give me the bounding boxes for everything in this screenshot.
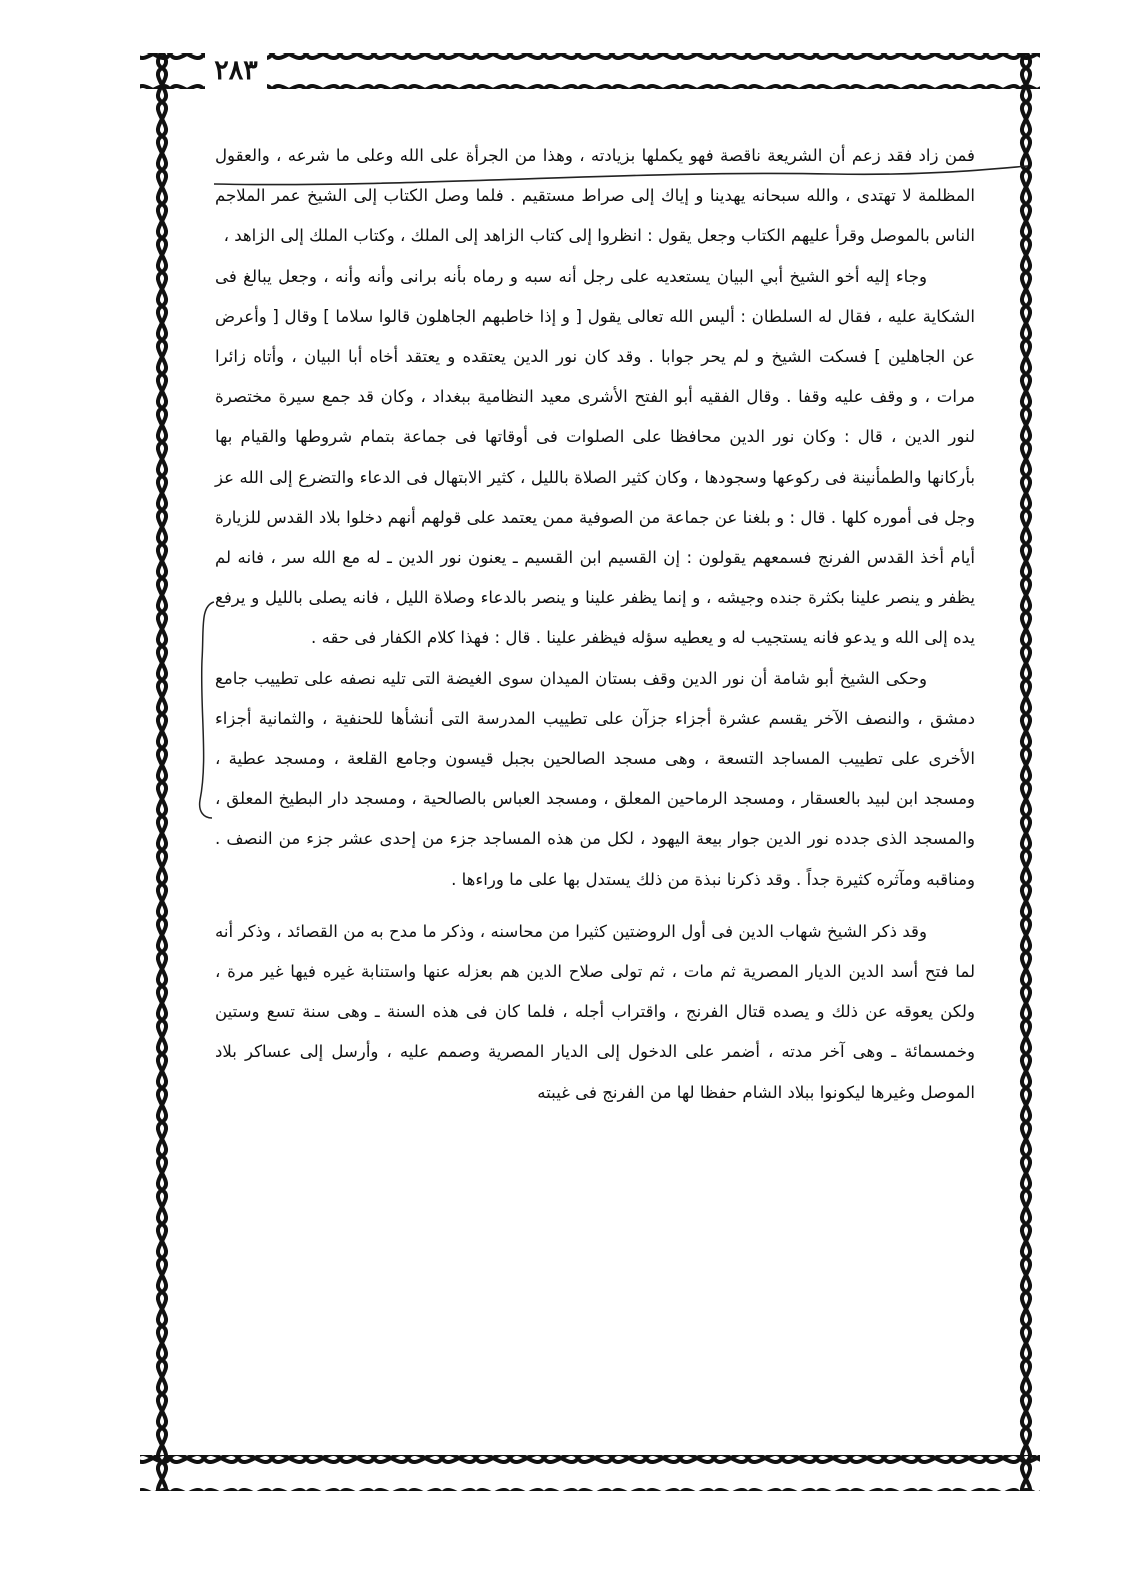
border-left: [140, 53, 176, 1491]
paragraph-1: فمن زاد فقد زعم أن الشريعة ناقصة فهو يكملها بزيادته ، وهذا من الجرأة على الله وعلى ما شرعه ، والعقول المظلمة لا تهتدى ، والله سبحانه يهدينا و إياك إلى صراط مستقيم . فلما وصل الكتاب إلى الشيخ عمر الملاجم الناس بالموصل وقرأ عليهم الكتاب وجعل يقول : انظروا إلى كتاب الزاهد إلى الملك ، وكتاب الملك إلى الزاهد ،: [215, 146, 975, 246]
border-bottom: [140, 1455, 1040, 1491]
border-top: [140, 53, 1040, 89]
border-right: [1004, 53, 1040, 1491]
paragraph-3: وحكى الشيخ أبو شامة أن نور الدين وقف بستان الميدان سوى الغيضة التى تليه نصفه على تطييب جامع دمشق ، والنصف الآخر يقسم عشرة أجزاء جزآن على تطييب المدرسة التى أنشأها للحنفية ، والثمانية أجزاء الأخرى على تطييب المساجد التسعة ، وهى مسجد الصالحين بجبل قيسون وجامع القلعة ، ومسجد عطية ، ومسجد ابن لبيد بالعسقار ، ومسجد الرماحين المعلق ، ومسجد العباس بالصالحية ، ومسجد دار البطيخ المعلق ، والمسجد الذى جدده نور الدين جوار بيعة اليهود ، لكل من هذه المساجد جزء من إحدى عشر جزء من النصف . ومناقبه ومآثره كثيرة جداً . وقد ذكرنا نبذة من ذلك يستدل بها على ما وراءها .: [215, 668, 975, 889]
body-text: [215, 136, 975, 1113]
page-number: ٢٨٣: [205, 53, 267, 89]
paragraph-2: وجاء إليه أخو الشيخ أبي البيان يستعديه على رجل أنه سبه و رماه بأنه برانى وأنه وأنه ، وجعل يبالغ فى الشكاية عليه ، فقال له السلطان : أليس الله تعالى يقول [ و إذا خاطبهم الجاهلون قالوا سلاما ] وقال [ وأعرض عن الجاهلين ] فسكت الشيخ و لم يحر جوابا . وقد كان نور الدين يعتقده و يعتقد أخاه أبا البيان ، وأتاه زائرا مرات ، و وقف عليه وقفا . وقال الفقيه أبو الفتح الأشرى معيد النظامية ببغداد ، وكان قد جمع سيرة مختصرة لنور الدين ، قال : وكان نور الدين محافظا على الصلوات فى أوقاتها فى جماعة بتمام شروطها والقيام بها بأركانها والطمأنينة فى ركوعها وسجودها ، وكان كثير الصلاة بالليل ، كثير الابتهال فى الدعاء والتضرع إلى الله عز وجل فى أموره كلها . قال : و بلغنا عن جماعة من الصوفية ممن يعتمد على قولهم أنهم دخلوا بلاد القدس للزيارة أيام أخذ القدس الفرنج فسمعهم يقولون : إن القسيم ابن القسيم ـ يعنون نور الدين ـ له مع الله سر ، فانه لم يظفر و ينصر علينا بكثرة جنده وجيشه ، و إنما يظفر علينا و ينصر بالدعاء وصلاة الليل ، فانه يصلى بالليل و يرفع يده إلى الله و يدعو فانه يستجيب له و يعطيه سؤله فيظفر علينا . قال : فهذا كلام الكفار فى حقه .: [215, 266, 975, 648]
paragraph-4: وقد ذكر الشيخ شهاب الدين فى أول الروضتين كثيرا من محاسنه ، وذكر ما مدح به من القصائد ، وذكر أنه لما فتح أسد الدين الديار المصرية ثم مات ، ثم تولى صلاح الدين هم بعزله عنها واستنابة غيره فيها غير مرة ، ولكن يعوقه عن ذلك و يصده قتال الفرنج ، واقتراب أجله ، فلما كان فى هذه السنة ـ وهى سنة تسع وستين وخمسمائة ـ وهى آخر مدته ، أضمر على الدخول إلى الديار المصرية وصمم عليه ، وأرسل إلى عساكر بلاد الموصل وغيرها ليكونوا ببلاد الشام حفظا لها من الفرنج فى غيبته: [215, 921, 975, 1102]
